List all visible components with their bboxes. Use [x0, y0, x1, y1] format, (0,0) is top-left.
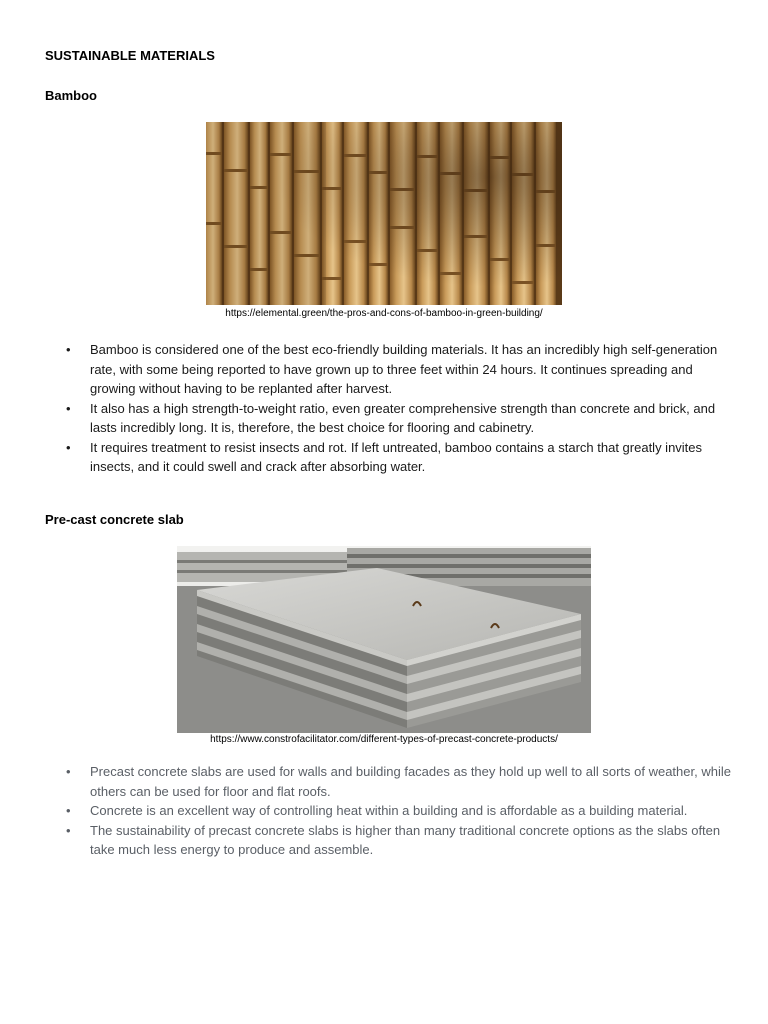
bamboo-bullet-list	[63, 340, 735, 477]
list-item: • The sustainability of precast concrete slabs is higher than many traditional concrete options as the slabs often take much less energy to produce and assemble.	[66, 822, 721, 857]
concrete-slab-illustration	[177, 546, 591, 733]
bullet-text: It also has a high strength-to-weight ratio, even greater comprehensive strength than concrete and brick, and lasts incredibly long. It is, therefore, the best choice for flooring and cabinetry.	[90, 400, 716, 435]
slab-bullet-list	[63, 762, 735, 860]
page-title: SUSTAINABLE MATERIALS	[45, 48, 215, 63]
bullet-text: The sustainability of precast concrete slabs is higher than many traditional concrete options as the slabs often take much less energy to produce and assemble.	[90, 822, 721, 857]
list-item: • Bamboo is considered one of the best eco-friendly building materials. It has an incredibly high self-generation rate, with some being reported to have grown up to three feet within 24 hours. It continues spreading and growing without having to be replanted after harvest.	[66, 342, 718, 396]
bamboo-heading: Bamboo	[45, 88, 97, 103]
list-item: • Precast concrete slabs are used for walls and building facades as they hold up well to all sorts of weather, while others can be used for floor and flat roofs.	[66, 764, 731, 799]
bullet-text: Bamboo is considered one of the best eco-friendly building materials. It has an incredibly high self-generation rate, with some being reported to have grown up to three feet within 24 hours. It continues spreading and growing without having to be replanted after harvest.	[90, 342, 718, 396]
list-item: • Concrete is an excellent way of controlling heat within a building and is affordable as a building material.	[66, 803, 688, 818]
concrete-slab-photo	[177, 546, 591, 733]
list-item: • It also has a high strength-to-weight ratio, even greater comprehensive strength than concrete and brick, and lasts incredibly long. It is, therefore, the best choice for flooring and cabinetry.	[66, 400, 716, 435]
slab-image-caption: https://www.constrofacilitator.com/different-types-of-precast-concrete-products/	[210, 734, 558, 745]
slab-heading: Pre-cast concrete slab	[45, 512, 184, 527]
list-item: • It requires treatment to resist insects and rot. If left untreated, bamboo contains a starch that greatly invites insects, and it could swell and crack after absorbing water.	[66, 439, 703, 474]
bullet-text: Concrete is an excellent way of controlling heat within a building and is affordable as a building material.	[90, 803, 688, 818]
bullet-text: Precast concrete slabs are used for walls and building facades as they hold up well to all sorts of weather, while others can be used for floor and flat roofs.	[90, 764, 731, 799]
bullet-text: It requires treatment to resist insects and rot. If left untreated, bamboo contains a starch that greatly invites insects, and it could swell and crack after absorbing water.	[90, 439, 703, 474]
bamboo-photo	[206, 122, 562, 305]
bamboo-illustration	[206, 122, 562, 305]
bamboo-image-caption: https://elemental.green/the-pros-and-cons-of-bamboo-in-green-building/	[225, 308, 543, 319]
